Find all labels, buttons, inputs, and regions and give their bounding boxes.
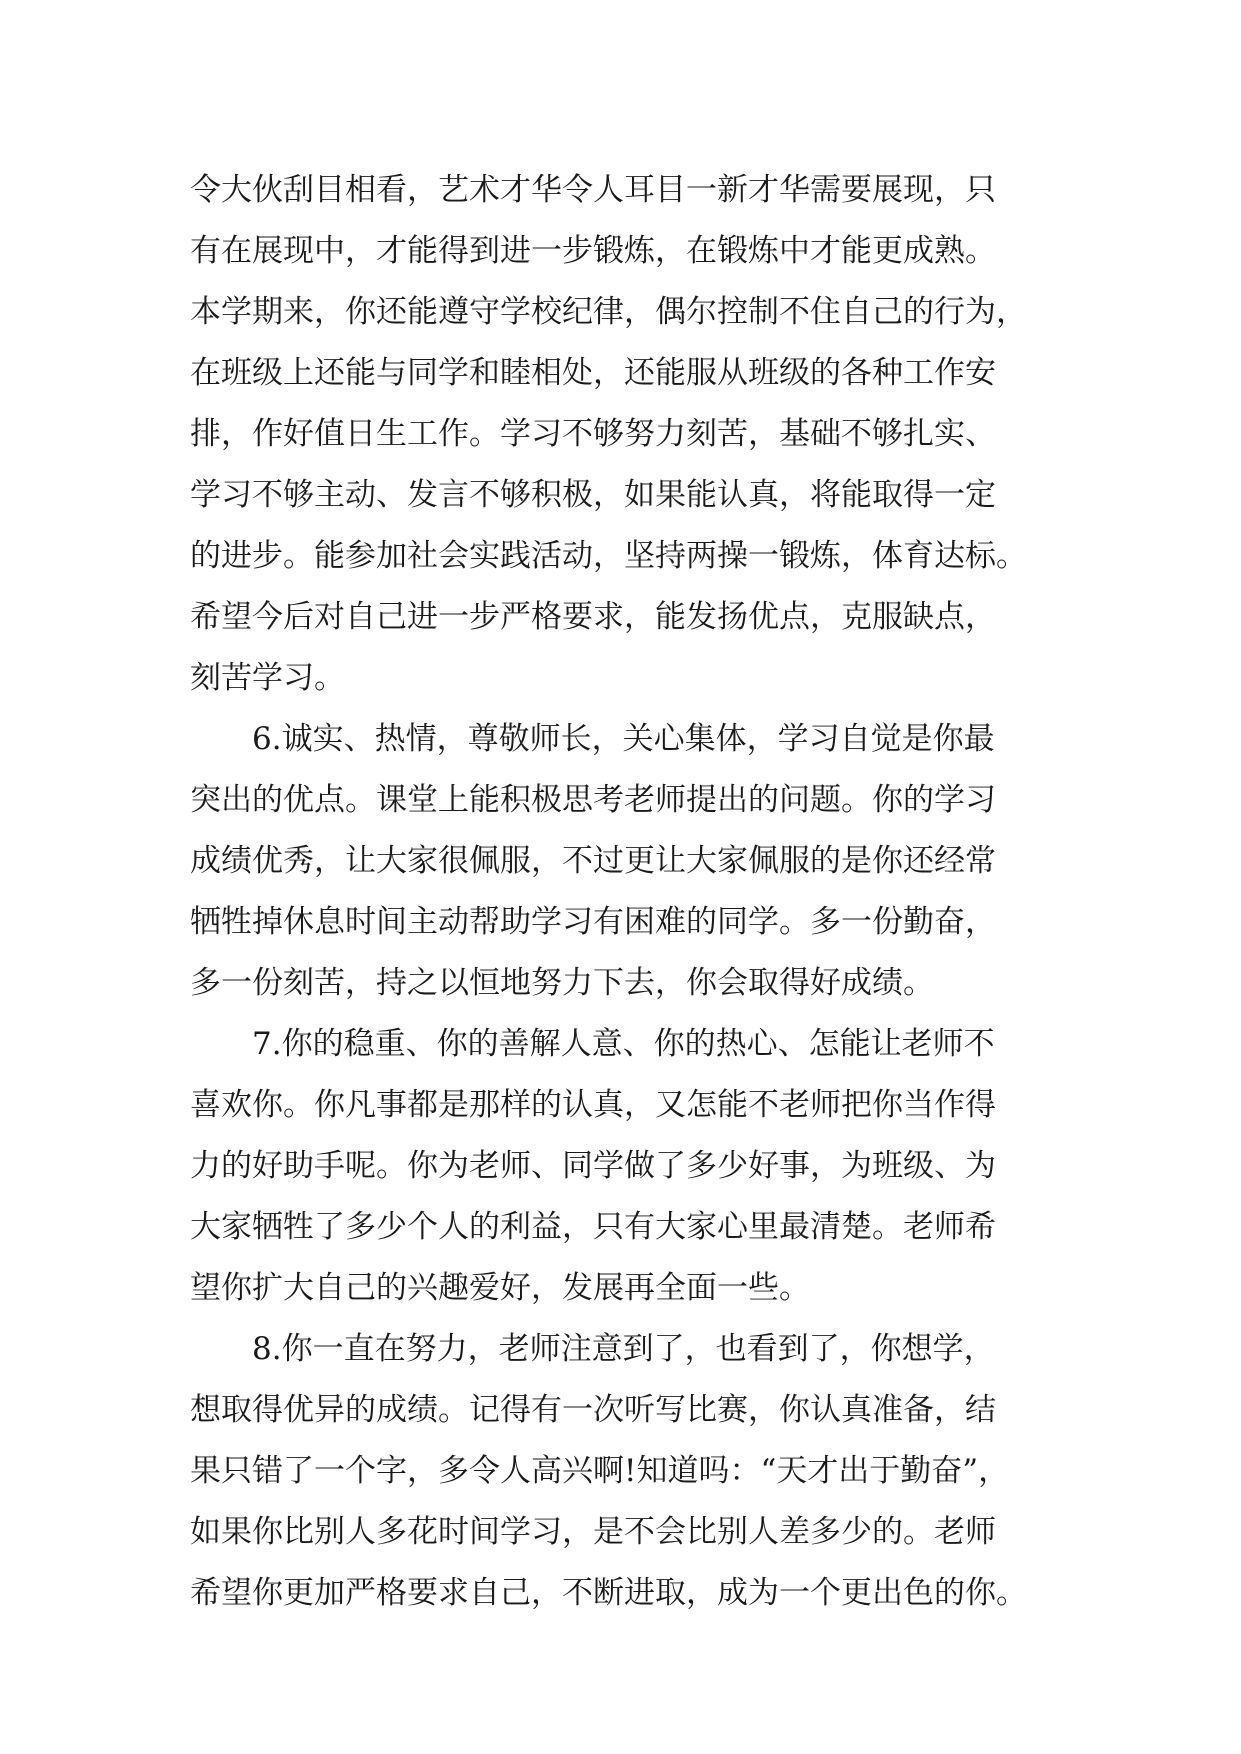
document-body [190, 160, 1090, 1624]
text-line: 牺牲掉休息时间主动帮助学习有困难的同学。多一份勤奋， [190, 904, 996, 940]
paragraph-6-start: 6.诚实、热情，尊敬师长，关心集体，学习自觉是你最 [252, 721, 995, 757]
text-line: 在班级上还能与同学和睦相处，还能服从班级的各种工作安 [190, 355, 996, 391]
text-line: 大家牺牲了多少个人的利益，只有大家心里最清楚。老师希 [190, 1209, 996, 1245]
text-line: 令大伙刮目相看，艺术才华令人耳目一新才华需要展现，只 [190, 172, 996, 208]
text-line: 希望你更加严格要求自己，不断进取，成为一个更出色的你。 [190, 1575, 1027, 1611]
text-line: 本学期来，你还能遵守学校纪律，偶尔控制不住自己的行为， [190, 294, 1027, 330]
text-line: 成绩优秀，让大家很佩服，不过更让大家佩服的是你还经常 [190, 843, 996, 879]
text-line: 想取得优异的成绩。记得有一次听写比赛，你认真准备，结 [190, 1392, 996, 1428]
text-line: 排，作好值日生工作。学习不够努力刻苦，基础不够扎实、 [190, 416, 996, 452]
text-line: 果只错了一个字，多令人高兴啊!知道吗：“天才出于勤奋”， [190, 1453, 1010, 1489]
text-line: 刻苦学习。 [190, 660, 345, 696]
text-line: 如果你比别人多花时间学习，是不会比别人差多少的。老师 [190, 1514, 996, 1550]
paragraph-8-start: 8.你一直在努力，老师注意到了，也看到了，你想学， [252, 1331, 995, 1367]
text-line: 喜欢你。你凡事都是那样的认真，又怎能不老师把你当作得 [190, 1087, 996, 1123]
text-line: 的进步。能参加社会实践活动，坚持两操一锻炼，体育达标。 [190, 538, 1027, 574]
text-line: 力的好助手呢。你为老师、同学做了多少好事，为班级、为 [190, 1148, 996, 1184]
text-line: 多一份刻苦，持之以恒地努力下去，你会取得好成绩。 [190, 965, 934, 1001]
text-line: 突出的优点。课堂上能积极思考老师提出的问题。你的学习 [190, 782, 996, 818]
text-line: 希望今后对自己进一步严格要求，能发扬优点，克服缺点， [190, 599, 996, 635]
text-line: 望你扩大自己的兴趣爱好，发展再全面一些。 [190, 1270, 810, 1306]
text-line: 有在展现中，才能得到进一步锻炼，在锻炼中才能更成熟。 [190, 233, 996, 269]
paragraph-7-start: 7.你的稳重、你的善解人意、你的热心、怎能让老师不 [252, 1026, 995, 1062]
text-line: 学习不够主动、发言不够积极，如果能认真，将能取得一定 [190, 477, 996, 513]
